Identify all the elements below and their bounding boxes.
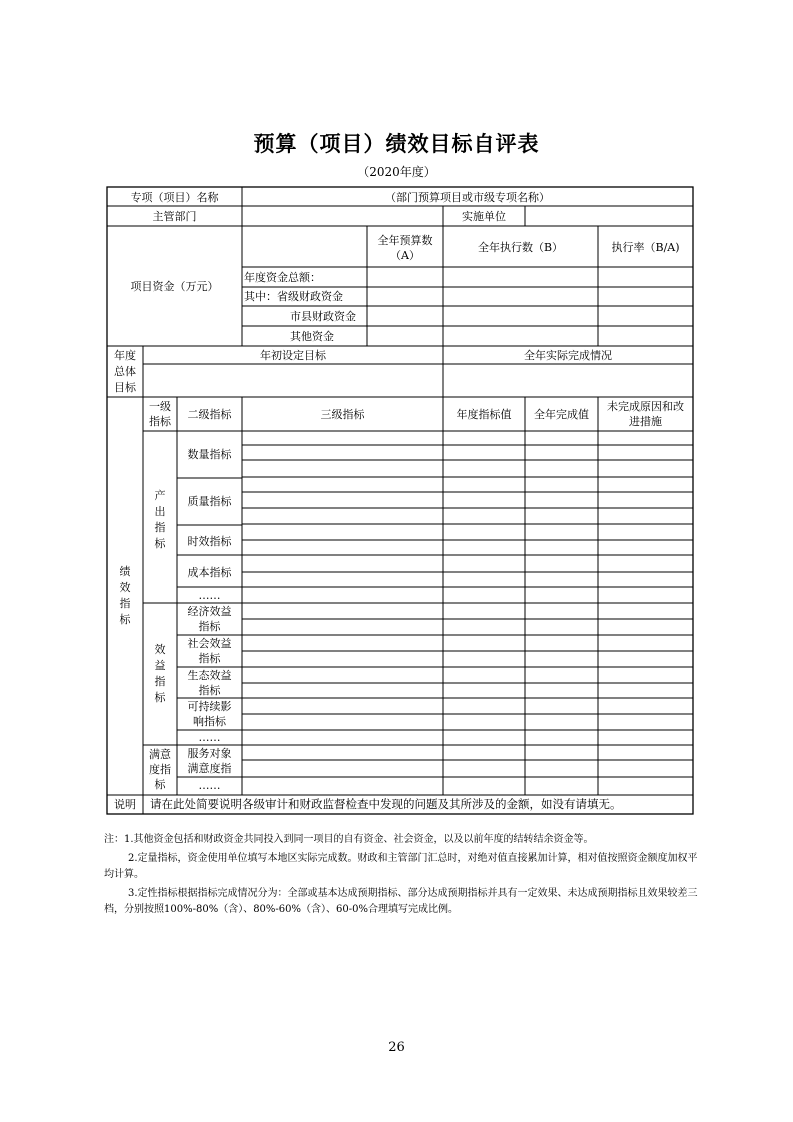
satisfaction-service-b: 满意度指 <box>187 762 232 775</box>
satisfaction-2: 度指 <box>149 763 171 776</box>
benefit-sustain-a: 可持续影 <box>187 700 232 713</box>
col-rate: 执行率（B/A) <box>611 241 680 254</box>
h-done: 全年完成值 <box>534 408 589 421</box>
benefit-4: 标 <box>154 691 166 704</box>
benefit-eco-a: 生态效益 <box>187 669 232 682</box>
note-1: 注：1.其他资金包括和财政资金共同投入到同一项目的自有资金、社会资金，以及以前年度的结转结余资金等。 <box>104 834 594 845</box>
benefit-more: …… <box>198 731 221 744</box>
h-lvl3: 三级指标 <box>320 408 365 421</box>
explain-label: 说明 <box>114 798 136 811</box>
output-more: …… <box>198 589 221 602</box>
satisfaction-more: …… <box>198 779 221 792</box>
satisfaction-service-a: 服务对象 <box>187 747 232 760</box>
footnotes <box>104 832 704 921</box>
project-name-value: （部门预算项目或市级专项名称） <box>385 191 550 204</box>
output-quality: 质量指标 <box>187 495 232 508</box>
output-quantity: 数量指标 <box>187 448 232 461</box>
dept-label: 主管部门 <box>152 210 197 223</box>
h-lvl2: 二级指标 <box>187 408 232 421</box>
h-lvl1-a: 一级 <box>149 400 171 413</box>
output-4: 标 <box>154 537 166 550</box>
benefit-eco-b: 指标 <box>198 684 221 697</box>
funds-label: 项目资金（万元） <box>130 280 219 293</box>
col-actual: 全年实际完成情况 <box>524 349 612 362</box>
note-2: 2.定量指标，资金使用单位填写本地区实际完成数。财政和主管部门汇总时，对绝对值直接累加计算，相对值按照资金额度加权平均计算。 <box>104 853 698 880</box>
impl-unit-label: 实施单位 <box>462 210 506 223</box>
col-budget: 全年预算数 <box>377 234 433 247</box>
fund-row-total: 年度资金总额： <box>244 271 321 284</box>
h-target: 年度指标值 <box>456 408 512 421</box>
fund-row-provincial: 其中：省级财政资金 <box>244 290 343 303</box>
benefit-social-a: 社会效益 <box>187 637 232 650</box>
benefit-social-b: 指标 <box>198 652 221 665</box>
note-3: 3.定性指标根据指标完成情况分为：全部或基本达成预期指标、部分达成预期指标并具有一定效果、未达成预期指标且效果较差三档，分别按照100%-80%（含）、80%-60%（含）、60-0%合理填写完成比例。 <box>104 888 698 915</box>
fund-row-other: 其他资金 <box>290 330 334 343</box>
h-lvl1-b: 指标 <box>149 415 171 428</box>
benefit-2: 益 <box>154 659 166 672</box>
h-reason-b: 进措施 <box>629 415 662 428</box>
ind-side-1: 绩 <box>119 565 131 578</box>
benefit-1: 效 <box>154 643 166 656</box>
page-subtitle: （2020年度） <box>357 165 436 179</box>
satisfaction-1: 满意 <box>149 748 171 761</box>
benefit-3: 指 <box>154 675 166 688</box>
goals-side-2: 总体 <box>114 365 136 378</box>
benefit-econ-b: 指标 <box>198 620 221 633</box>
col-exec: 全年执行数（B） <box>477 241 564 254</box>
goals-side-1: 年度 <box>114 349 136 362</box>
h-reason-a: 未完成原因和改 <box>607 400 684 413</box>
output-timeliness: 时效指标 <box>187 535 232 548</box>
ind-side-4: 标 <box>119 613 131 626</box>
ind-side-2: 效 <box>119 581 131 594</box>
project-name-label: 专项（项目）名称 <box>130 191 219 204</box>
page-number: 26 <box>388 1040 405 1055</box>
goals-side-3: 目标 <box>114 381 136 394</box>
fund-row-city: 市县财政资金 <box>290 310 356 323</box>
page-title: 预算（项目）绩效目标自评表 <box>253 131 540 156</box>
benefit-sustain-b: 响指标 <box>193 715 226 728</box>
ind-side-3: 指 <box>119 597 131 610</box>
col-set-goal: 年初设定目标 <box>260 349 326 362</box>
satisfaction-3: 标 <box>154 778 166 791</box>
output-2: 出 <box>154 505 166 518</box>
output-1: 产 <box>154 489 166 502</box>
explain-text: 请在此处简要说明各级审计和财政监督检查中发现的问题及其所涉及的金额，如没有请填无。 <box>150 797 622 811</box>
output-cost: 成本指标 <box>187 566 232 579</box>
output-3: 指 <box>154 521 166 534</box>
col-budget-sub: （A） <box>390 249 420 262</box>
benefit-econ-a: 经济效益 <box>187 605 232 618</box>
